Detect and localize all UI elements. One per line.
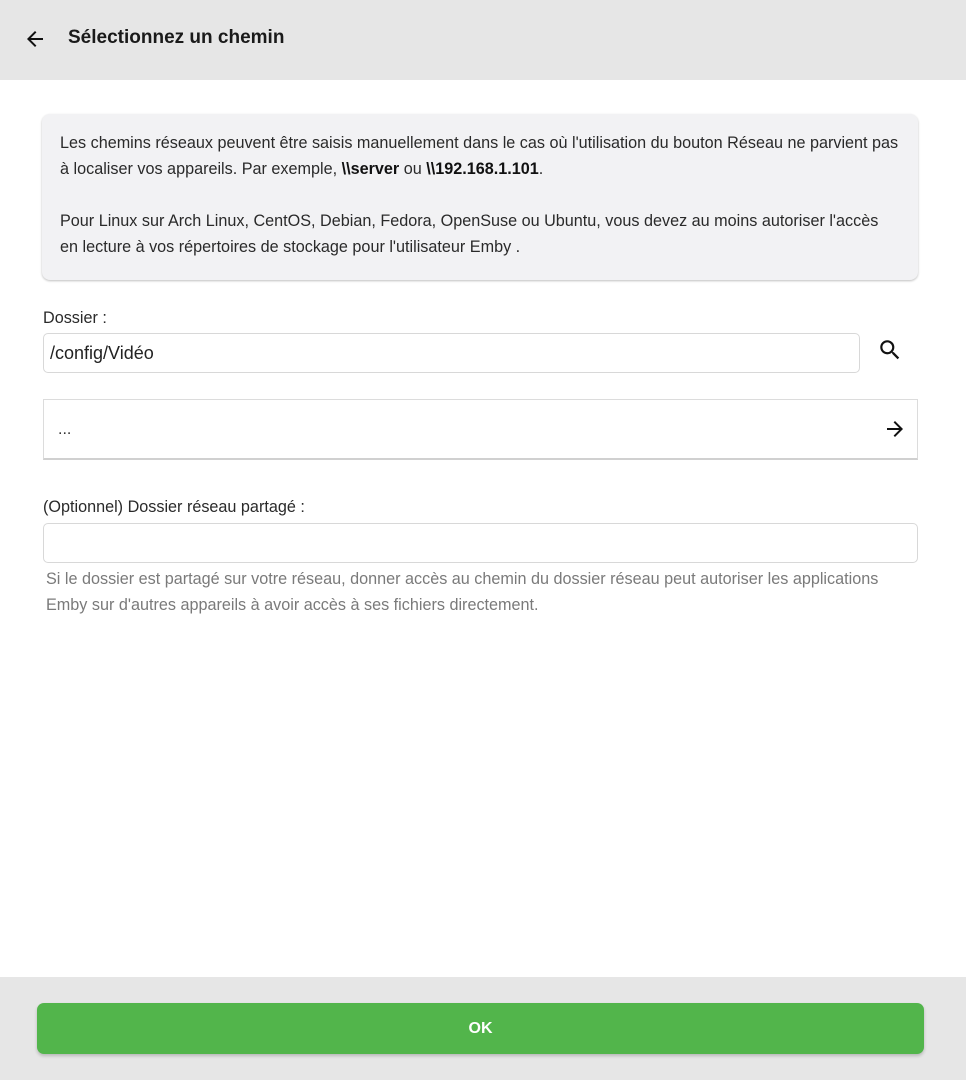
network-share-input[interactable] (43, 523, 918, 563)
folder-label: Dossier : (43, 309, 107, 327)
parent-directory-item[interactable] (43, 399, 918, 460)
dialog-title: Sélectionnez un chemin (68, 27, 285, 48)
info-box (42, 114, 918, 280)
network-share-label: (Optionnel) Dossier réseau partagé : (43, 498, 305, 516)
arrow-right-icon (881, 415, 909, 443)
folder-path-input[interactable] (43, 333, 860, 373)
dialog-header (0, 0, 966, 80)
parent-directory-label: ... (58, 421, 72, 438)
info-paragraph-linux: Pour Linux sur Arch Linux, CentOS, Debian, Fedora, OpenSuse ou Ubuntu, vous devez au moins autoriser l'accès en lecture à vos répertoires de stockage pour l'utilisateur Emby . (60, 212, 879, 256)
search-button[interactable] (872, 332, 908, 368)
arrow-left-icon (23, 27, 47, 51)
back-button[interactable] (18, 22, 52, 56)
ok-button[interactable]: OK (37, 1003, 924, 1054)
search-icon (877, 337, 903, 363)
example-server: \\server (341, 160, 400, 178)
network-share-help-text: Si le dossier est partagé sur votre réseau, donner accès au chemin du dossier réseau peut autoriser les applications Emby sur d'autres appareils à avoir accès à ses fichiers directement. (46, 570, 879, 614)
example-ip: \\192.168.1.101 (426, 160, 539, 178)
info-paragraph-network: Les chemins réseaux peuvent être saisis manuellement dans le cas où l'utilisation du bouton Réseau ne parvient pas à localiser vos appareils. Par exemple, \\server ou \\192.168.1.101. (60, 134, 899, 178)
